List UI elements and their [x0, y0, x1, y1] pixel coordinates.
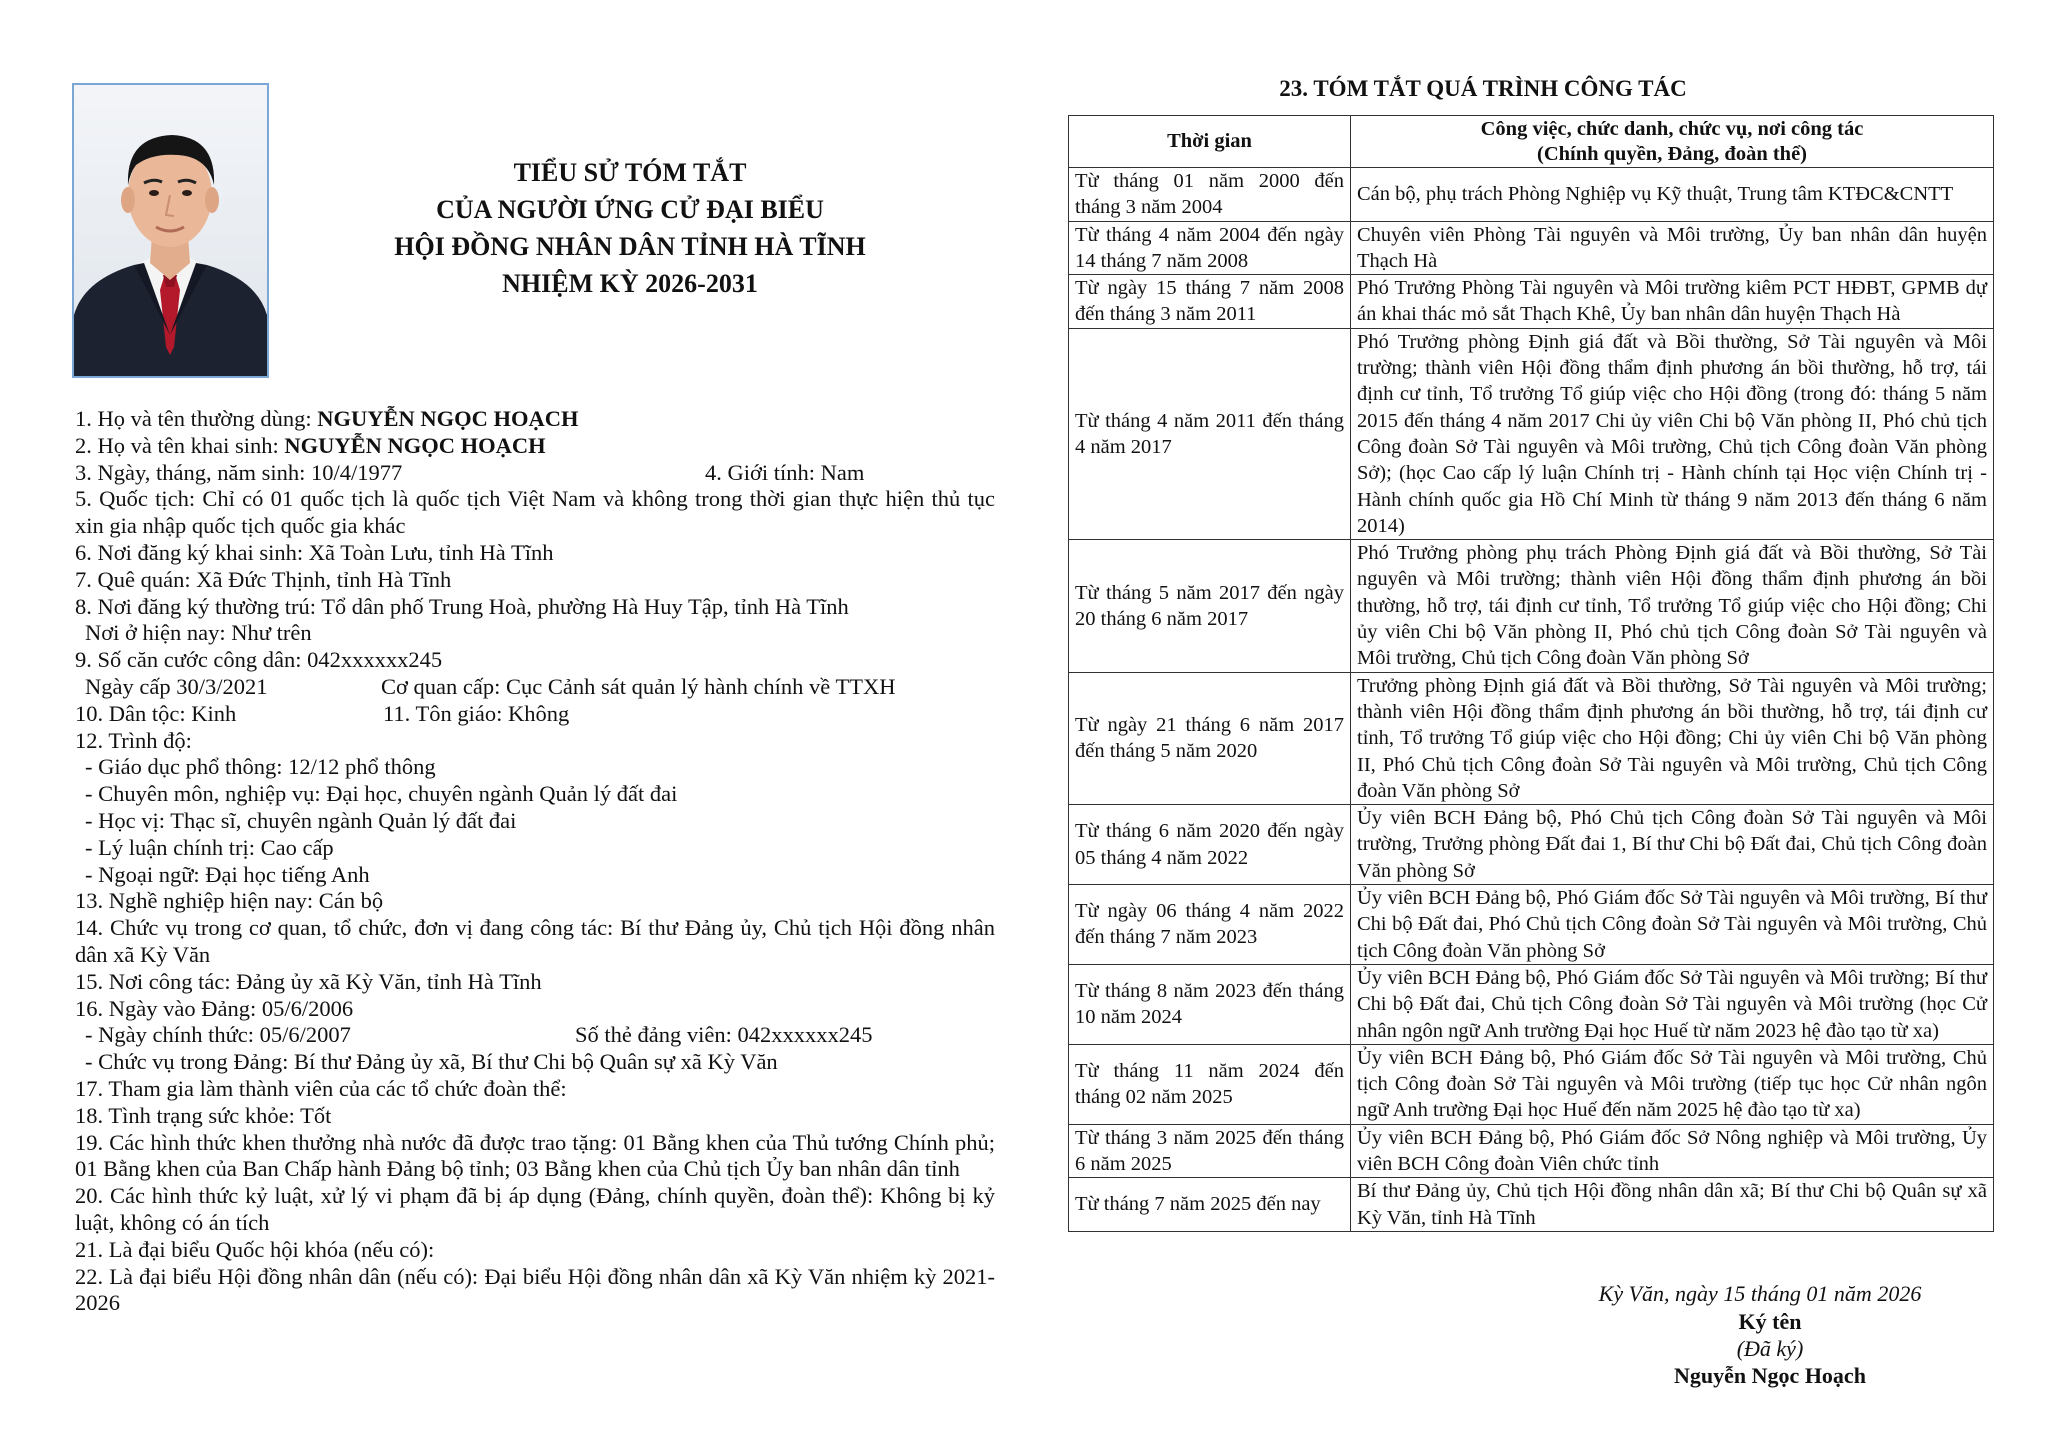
academic-degree: - Học vị: Thạc sĩ, chuyên ngành Quản lý đất đai — [85, 807, 517, 833]
work-history-table — [1068, 115, 1994, 1232]
political-theory: - Lý luận chính trị: Cao cấp — [85, 834, 334, 860]
table-row — [1069, 805, 1994, 885]
work-time: Từ tháng 4 năm 2004 đến ngày 14 tháng 7 năm 2008 — [1069, 221, 1351, 275]
work-description: Ủy viên BCH Đảng bộ, Phó Giám đốc Sở Tài nguyên và Môi trường, Chủ tịch Công đoàn Sở Tài nguyên và Môi trường (tiếp tục học Cử nhân ngôn ngữ Anh trường Đại học Huế đến năm 2025 hệ đào tạo từ xa) — [1351, 1044, 1994, 1124]
work-time: Từ tháng 11 năm 2024 đến tháng 02 năm 2025 — [1069, 1044, 1351, 1124]
signature-label: Ký tên — [1738, 1309, 1802, 1334]
place-date: Kỳ Văn, ngày 15 tháng 01 năm 2026 — [1598, 1281, 1922, 1306]
signer-name: Nguyễn Ngọc Hoạch — [1674, 1363, 1866, 1388]
work-time: Từ tháng 6 năm 2020 đến ngày 05 tháng 4 năm 2022 — [1069, 805, 1351, 885]
work-time: Từ tháng 5 năm 2017 đến ngày 20 tháng 6 năm 2017 — [1069, 540, 1351, 672]
people-council: 22. Là đại biểu Hội đồng nhân dân (nếu có): Đại biểu Hội đồng nhân dân xã Kỳ Văn nhiệm kỳ 2021-2026 — [75, 1263, 995, 1316]
current-position: 14. Chức vụ trong cơ quan, tổ chức, đơn vị đang công tác: Bí thư Đảng ủy, Chủ tịch Hội đồng nhân dân xã Kỳ Văn — [75, 915, 995, 967]
education-heading: 12. Trình độ: — [75, 727, 192, 753]
bio-item-10-11 — [75, 701, 995, 728]
work-description: Bí thư Đảng ủy, Chủ tịch Hội đồng nhân dân xã; Bí thư Chi bộ Quân sự xã Kỳ Văn, tỉnh Hà Tĩnh — [1351, 1178, 1994, 1232]
current-residence: Nơi ở hiện nay: Như trên — [85, 620, 312, 646]
birth-date: 3. Ngày, tháng, năm sinh: 10/4/1977 — [75, 459, 403, 485]
title-line-2: CỦA NGƯỜI ỨNG CỬ ĐẠI BIỂU — [436, 195, 824, 224]
work-time: Từ ngày 15 tháng 7 năm 2008 đến tháng 3 năm 2011 — [1069, 275, 1351, 329]
table-row — [1069, 328, 1994, 539]
work-time: Từ ngày 06 tháng 4 năm 2022 đến tháng 7 năm 2023 — [1069, 885, 1351, 965]
work-time: Từ tháng 01 năm 2000 đến tháng 3 năm 2004 — [1069, 168, 1351, 222]
bio-label: 2. Họ và tên khai sinh: — [75, 432, 285, 458]
table-row — [1069, 1178, 1994, 1232]
table-row — [1069, 168, 1994, 222]
table-row — [1069, 221, 1994, 275]
table-row — [1069, 885, 1994, 965]
col-job-header-line2: (Chính quyền, Đảng, đoàn thể) — [1537, 142, 1807, 165]
health-status: 18. Tình trạng sức khỏe: Tốt — [75, 1102, 332, 1128]
work-history-title-text: 23. TÓM TẮT QUÁ TRÌNH CÔNG TÁC — [1279, 76, 1687, 101]
work-time: Từ tháng 3 năm 2025 đến tháng 6 năm 2025 — [1069, 1124, 1351, 1178]
issue-date: Ngày cấp 30/3/2021 — [85, 673, 268, 699]
table-row — [1069, 964, 1994, 1044]
awards: 19. Các hình thức khen thưởng nhà nước đã được trao tặng: 01 Bằng khen của Thủ tướng Chính phủ; 01 Bằng khen của Ban Chấp hành Đảng bộ tỉnh; 03 Bằng khen của Chủ tịch Ủy ban nhân dân tỉnh — [75, 1129, 995, 1182]
work-description: Phó Trưởng phòng Định giá đất và Bồi thường, Sở Tài nguyên và Môi trường; thành viên Hội đồng thẩm định phương án bồi thường, hỗ trợ, tái định cư tỉnh, Tổ trưởng Tổ giúp việc cho Hội đồng (trong đó: tháng 5 năm 2015 đến tháng 4 năm 2017 Chi ủy viên Chi bộ Văn phòng II, Phó chủ tịch Công đoàn Sở Tài nguyên và Môi trường, Chủ tịch Công đoàn Văn phòng Sở); (học Cao cấp lý luận Chính trị - Hành chính tại Học viện Chính trị - Hành chính quốc gia Hồ Chí Minh từ tháng 9 năm 2013 đến tháng 6 năm 2014) — [1351, 328, 1994, 539]
ethnicity: 10. Dân tộc: Kinh — [75, 700, 237, 726]
religion: 11. Tôn giáo: Không — [383, 700, 570, 726]
birth-name: NGUYỄN NGỌC HOẠCH — [284, 432, 546, 458]
col-job-header-line1: Công việc, chức danh, chức vụ, nơi công tác — [1480, 117, 1864, 140]
work-description: Ủy viên BCH Đảng bộ, Phó Giám đốc Sở Nông nghiệp và Môi trường, Ủy viên BCH Công đoàn Viên chức tỉnh — [1351, 1124, 1994, 1178]
occupation: 13. Nghề nghiệp hiện nay: Cán bộ — [75, 888, 384, 914]
document-title — [300, 154, 960, 302]
table-row — [1069, 672, 1994, 804]
common-name: NGUYỄN NGỌC HOẠCH — [317, 406, 579, 431]
issuing-agency: Cơ quan cấp: Cục Cảnh sát quản lý hành chính về TTXH — [381, 673, 896, 699]
work-time: Từ ngày 21 tháng 6 năm 2017 đến tháng 5 năm 2020 — [1069, 672, 1351, 804]
national-assembly: 21. Là đại biểu Quốc hội khóa (nếu có): — [75, 1236, 435, 1262]
citizen-id: 9. Số căn cước công dân: 042xxxxxx245 — [75, 647, 443, 673]
party-card-number: Số thẻ đảng viên: 042xxxxxx245 — [575, 1022, 873, 1048]
bio-item-3-4 — [75, 460, 995, 487]
gender: 4. Giới tính: Nam — [705, 459, 865, 485]
permanent-residence: 8. Nơi đăng ký thường trú: Tổ dân phố Trung Hoà, phường Hà Huy Tập, tỉnh Hà Tĩnh — [75, 593, 849, 619]
table-header-row — [1069, 116, 1994, 168]
citizen-id-issue — [75, 674, 995, 701]
nationality: 5. Quốc tịch: Chỉ có 01 quốc tịch là quốc tịch Việt Nam và không trong thời gian thực hiện thủ tục xin gia nhập quốc tịch quốc gia khác — [75, 486, 995, 539]
work-history-title — [1068, 76, 2048, 102]
work-time: Từ tháng 7 năm 2025 đến nay — [1069, 1178, 1351, 1232]
title-line-1: TIỂU SỬ TÓM TẮT — [513, 158, 747, 187]
bio-item-1 — [75, 406, 995, 433]
bio-section — [75, 406, 995, 1317]
title-line-4: NHIỆM KỲ 2026-2031 — [502, 269, 758, 298]
table-row — [1069, 1044, 1994, 1124]
work-description: Ủy viên BCH Đảng bộ, Phó Giám đốc Sở Tài nguyên và Môi trường, Bí thư Chi bộ Đất đai, Phó Chủ tịch Công đoàn Sở Tài nguyên và Môi trường, Chủ tịch Công đoàn Văn phòng Sở — [1351, 885, 1994, 965]
work-description: Ủy viên BCH Đảng bộ, Phó Chủ tịch Công đoàn Sở Tài nguyên và Môi trường, Trưởng phòng Đất đai 1, Bí thư Chi bộ Đất đai, Chủ tịch Công đoàn Văn phòng Sở — [1351, 805, 1994, 885]
birth-registration: 6. Nơi đăng ký khai sinh: Xã Toàn Lưu, tỉnh Hà Tĩnh — [75, 539, 554, 565]
table-row — [1069, 540, 1994, 672]
bio-item-2 — [75, 433, 995, 460]
bio-label: 1. Họ và tên thường dùng: — [75, 406, 318, 431]
table-row — [1069, 275, 1994, 329]
table-row — [1069, 1124, 1994, 1178]
work-time: Từ tháng 8 năm 2023 đến tháng 10 năm 2024 — [1069, 964, 1351, 1044]
organizations: 17. Tham gia làm thành viên của các tổ chức đoàn thể: — [75, 1075, 567, 1101]
hometown: 7. Quê quán: Xã Đức Thịnh, tỉnh Hà Tĩnh — [75, 566, 452, 592]
title-line-3: HỘI ĐỒNG NHÂN DÂN TỈNH HÀ TĨNH — [394, 232, 866, 261]
party-join-date: 16. Ngày vào Đảng: 05/6/2006 — [75, 995, 354, 1021]
foreign-language: - Ngoại ngữ: Đại học tiếng Anh — [85, 861, 370, 887]
work-description: Chuyên viên Phòng Tài nguyên và Môi trường, Ủy ban nhân dân huyện Thạch Hà — [1351, 221, 1994, 275]
work-description: Phó Trưởng Phòng Tài nguyên và Môi trường kiêm PCT HĐBT, GPMB dự án khai thác mỏ sắt Thạch Khê, Ủy ban nhân dân huyện Thạch Hà — [1351, 275, 1994, 329]
party-official — [75, 1022, 995, 1049]
discipline: 20. Các hình thức kỷ luật, xử lý vi phạm đã bị áp dụng (Đảng, chính quyền, đoàn thể): Không bị kỷ luật, không có án tích — [75, 1183, 995, 1235]
work-description: Phó Trưởng phòng phụ trách Phòng Định giá đất và Bồi thường, Sở Tài nguyên và Môi trường; thành viên Hội đồng thẩm định phương án bồi thường, hỗ trợ, tái định cư tỉnh, Tổ trưởng Tổ giúp việc cho Hội đồng; Chi ủy viên Chi bộ Văn phòng II, Phó chủ tịch Công đoàn Sở Tài nguyên và Môi trường, Chủ tịch Công đoàn Văn phòng Sở — [1351, 540, 1994, 672]
portrait-photo — [72, 83, 269, 378]
signed-note: (Đã ký) — [1736, 1336, 1804, 1361]
col-job-header — [1351, 116, 1994, 168]
professional-qualification: - Chuyên môn, nghiệp vụ: Đại học, chuyên ngành Quản lý đất đai — [85, 781, 678, 807]
general-education: - Giáo dục phổ thông: 12/12 phổ thông — [85, 754, 436, 780]
work-description: Trưởng phòng Định giá đất và Bồi thường, Sở Tài nguyên và Môi trường; thành viên Hội đồng thẩm định phương án bồi thường, hỗ trợ, tái định cư tỉnh, Tổ trưởng Tổ giúp việc cho Hội đồng; Chi ủy viên Chi bộ Văn phòng II, Phó Chủ tịch Công đoàn Sở Tài nguyên và Môi trường, Chủ tịch Công đoàn Văn phòng Sở — [1351, 672, 1994, 804]
work-history-body — [1069, 168, 1994, 1232]
work-description: Ủy viên BCH Đảng bộ, Phó Giám đốc Sở Tài nguyên và Môi trường; Bí thư Chi bộ Đất đai, Chủ tịch Công đoàn Sở Tài nguyên và Môi trường (học Cử nhân ngôn ngữ Anh trường Đại học Huế từ năm 2023 hệ đào tạo từ xa) — [1351, 964, 1994, 1044]
party-position: - Chức vụ trong Đảng: Bí thư Đảng ủy xã, Bí thư Chi bộ Quân sự xã Kỳ Văn — [85, 1049, 778, 1075]
official-date: - Ngày chính thức: 05/6/2007 — [85, 1022, 351, 1048]
portrait-illustration — [74, 85, 267, 376]
workplace: 15. Nơi công tác: Đảng ủy xã Kỳ Văn, tỉnh Hà Tĩnh — [75, 968, 542, 994]
work-time: Từ tháng 4 năm 2011 đến tháng 4 năm 2017 — [1069, 328, 1351, 539]
work-description: Cán bộ, phụ trách Phòng Nghiệp vụ Kỹ thuật, Trung tâm KTĐC&CNTT — [1351, 168, 1994, 222]
col-time-header: Thời gian — [1069, 116, 1351, 168]
